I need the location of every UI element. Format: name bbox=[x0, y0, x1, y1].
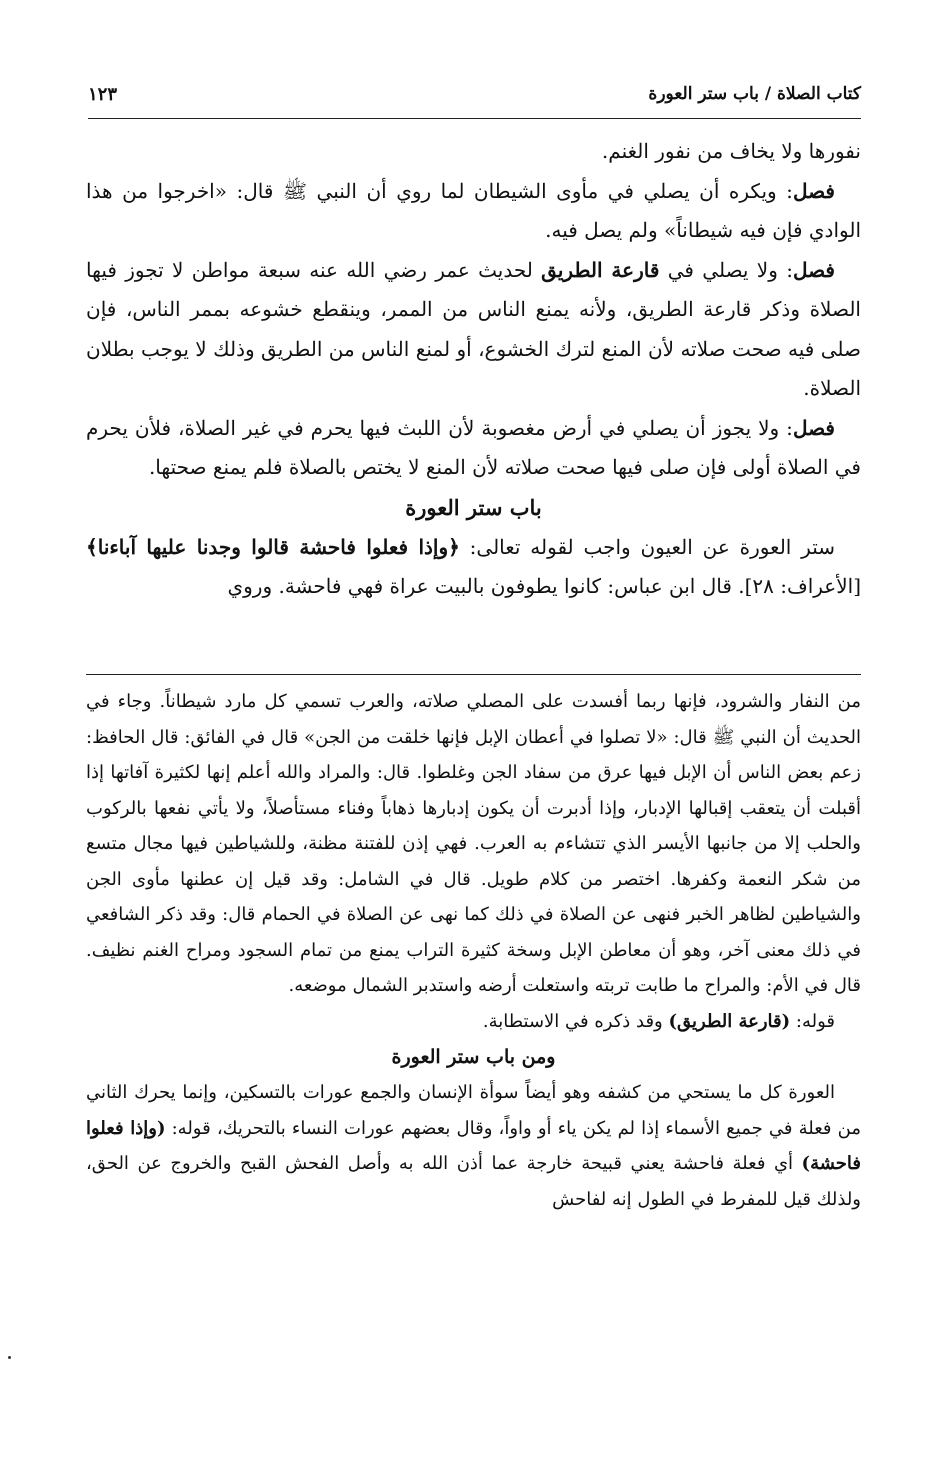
paragraph bbox=[86, 251, 861, 409]
page-header bbox=[88, 84, 861, 119]
footnote-divider bbox=[86, 674, 861, 675]
paragraph bbox=[86, 409, 861, 488]
paragraph-text: : ولا يجوز أن يصلي في أرض مغصوبة لأن اللبث فيها يحرم في غير الصلاة، فلأن يحرم في الصلاة أولى فإن صلى فيها صحت صلاته لأن المنع لا يختص بالصلاة فلم يمنع صحتها. bbox=[86, 415, 861, 479]
section-label: فصل bbox=[792, 178, 835, 203]
paragraph bbox=[86, 172, 861, 251]
quran-quote: ﴿وإذا فعلوا فاحشة قالوا وجدنا عليها آباءنا﴾ bbox=[86, 534, 460, 559]
note-text: قوله: bbox=[790, 1010, 835, 1032]
paragraph bbox=[86, 132, 861, 172]
note-text: أي فعلة فاحشة يعني قبيحة خارجة عما أذن الله به وأصل الفحش القبح والخروج عن الحق، ولذلك قيل للمفرط في الطول إنه لفاحش bbox=[86, 1153, 861, 1210]
paragraph bbox=[86, 528, 861, 607]
scan-speck bbox=[8, 1356, 11, 1359]
main-text bbox=[86, 132, 861, 607]
page-number: ١٢٣ bbox=[88, 84, 118, 105]
notes-heading: ومن باب ستر العورة bbox=[391, 1046, 556, 1068]
section-label: فصل bbox=[792, 257, 835, 282]
running-title: كتاب الصلاة / باب ستر العورة bbox=[648, 84, 861, 104]
paragraph-text: ستر العورة عن العيون واجب لقوله تعالى: bbox=[459, 534, 835, 559]
paragraph-text: لحديث عمر رضي الله عنه سبعة مواطن لا تجوز فيها الصلاة وذكر قارعة الطريق، ولأنه يمنع الناس من الممر، وينقطع خشوعه بممر الناس، فإن صلى فيه صحت صلاته لأن المنع لترك الخشوع، أو لمنع الناس من الطريق وذلك لا يوجب بطلان الصلاة. bbox=[86, 257, 861, 400]
paragraph-text: : ولا يصلي في bbox=[659, 257, 793, 282]
note-paragraph bbox=[86, 1004, 861, 1040]
note-text: وقد ذكره في الاستطابة. bbox=[482, 1010, 669, 1032]
paragraph-text: : ويكره أن يصلي في مأوى الشيطان لما روي أن النبي ﷺ قال: «اخرجوا من هذا الوادي فإن فيه شيطاناً» ولم يصل فيه. bbox=[86, 178, 861, 242]
note-paragraph bbox=[86, 1075, 861, 1217]
commentary-notes bbox=[86, 684, 861, 1217]
note-text: العورة كل ما يستحي من كشفه وهو أيضاً سوأة الإنسان والجمع عورات بالتسكين، وإنما يحرك الثاني من فعلة في جميع الأسماء إذا لم يكن ياء أو واواً، وقال بعضهم عورات النساء بالتحريك، قوله: bbox=[86, 1082, 861, 1139]
section-label: فصل bbox=[792, 415, 835, 440]
keyword: قارعة الطريق bbox=[541, 257, 660, 282]
keyword: (قارعة الطريق) bbox=[668, 1010, 791, 1032]
paragraph-text: نفورها ولا يخاف من نفور الغنم. bbox=[601, 139, 861, 163]
chapter-heading: باب ستر العورة bbox=[405, 494, 542, 520]
note-paragraph: من النفار والشرود، فإنها ربما أفسدت على المصلي صلاته، والعرب تسمي كل مارد شيطاناً. وجاء في الحديث أن النبي ﷺ قال: «لا تصلوا في أعطان الإبل فإنها خلقت من الجن» قال في الفائق: قال الحافظ: زعم بعض الناس أن الإبل فيها عرق من سفاد الجن وغلطوا. قال: والمراد والله أعلم إنها لكثيرة آفاتها إذا أقبلت أن يتعقب إقبالها الإدبار، وإذا أدبرت أن يكون إدبارها ذهاباً وفناء مستأصلاً، ولا يأتي نفعها بالركوب والحلب إلا من جانبها الأيسر الذي تتشاءم به العرب. فهي إذن للفتنة مظنة، وللشياطين فيها مجال متسع من شكر النعمة وكفرها. اختصر من كلام طويل. قال في الشامل: وقد قيل إن عطنها مأوى الجن والشياطين لظاهر الخبر فنهى عن الصلاة في ذلك كما نهى عن الصلاة في الحمام قال: وقد ذكر الشافعي في ذلك معنى آخر، وهو أن معاطن الإبل وسخة كثيرة التراب يمنع من تمام السجود ومراح الغنم نظيف. قال في الأم: والمراح ما طابت تربته واستعلت أرضه واستدبر الشمال موضعه. bbox=[86, 691, 861, 996]
keyword: (وإذا فعلوا فاحشة) bbox=[86, 1117, 861, 1174]
paragraph-text: [الأعراف: ٢٨]. قال ابن عباس: كانوا يطوفون بالبيت عراة فهي فاحشة. وروي bbox=[227, 574, 861, 598]
